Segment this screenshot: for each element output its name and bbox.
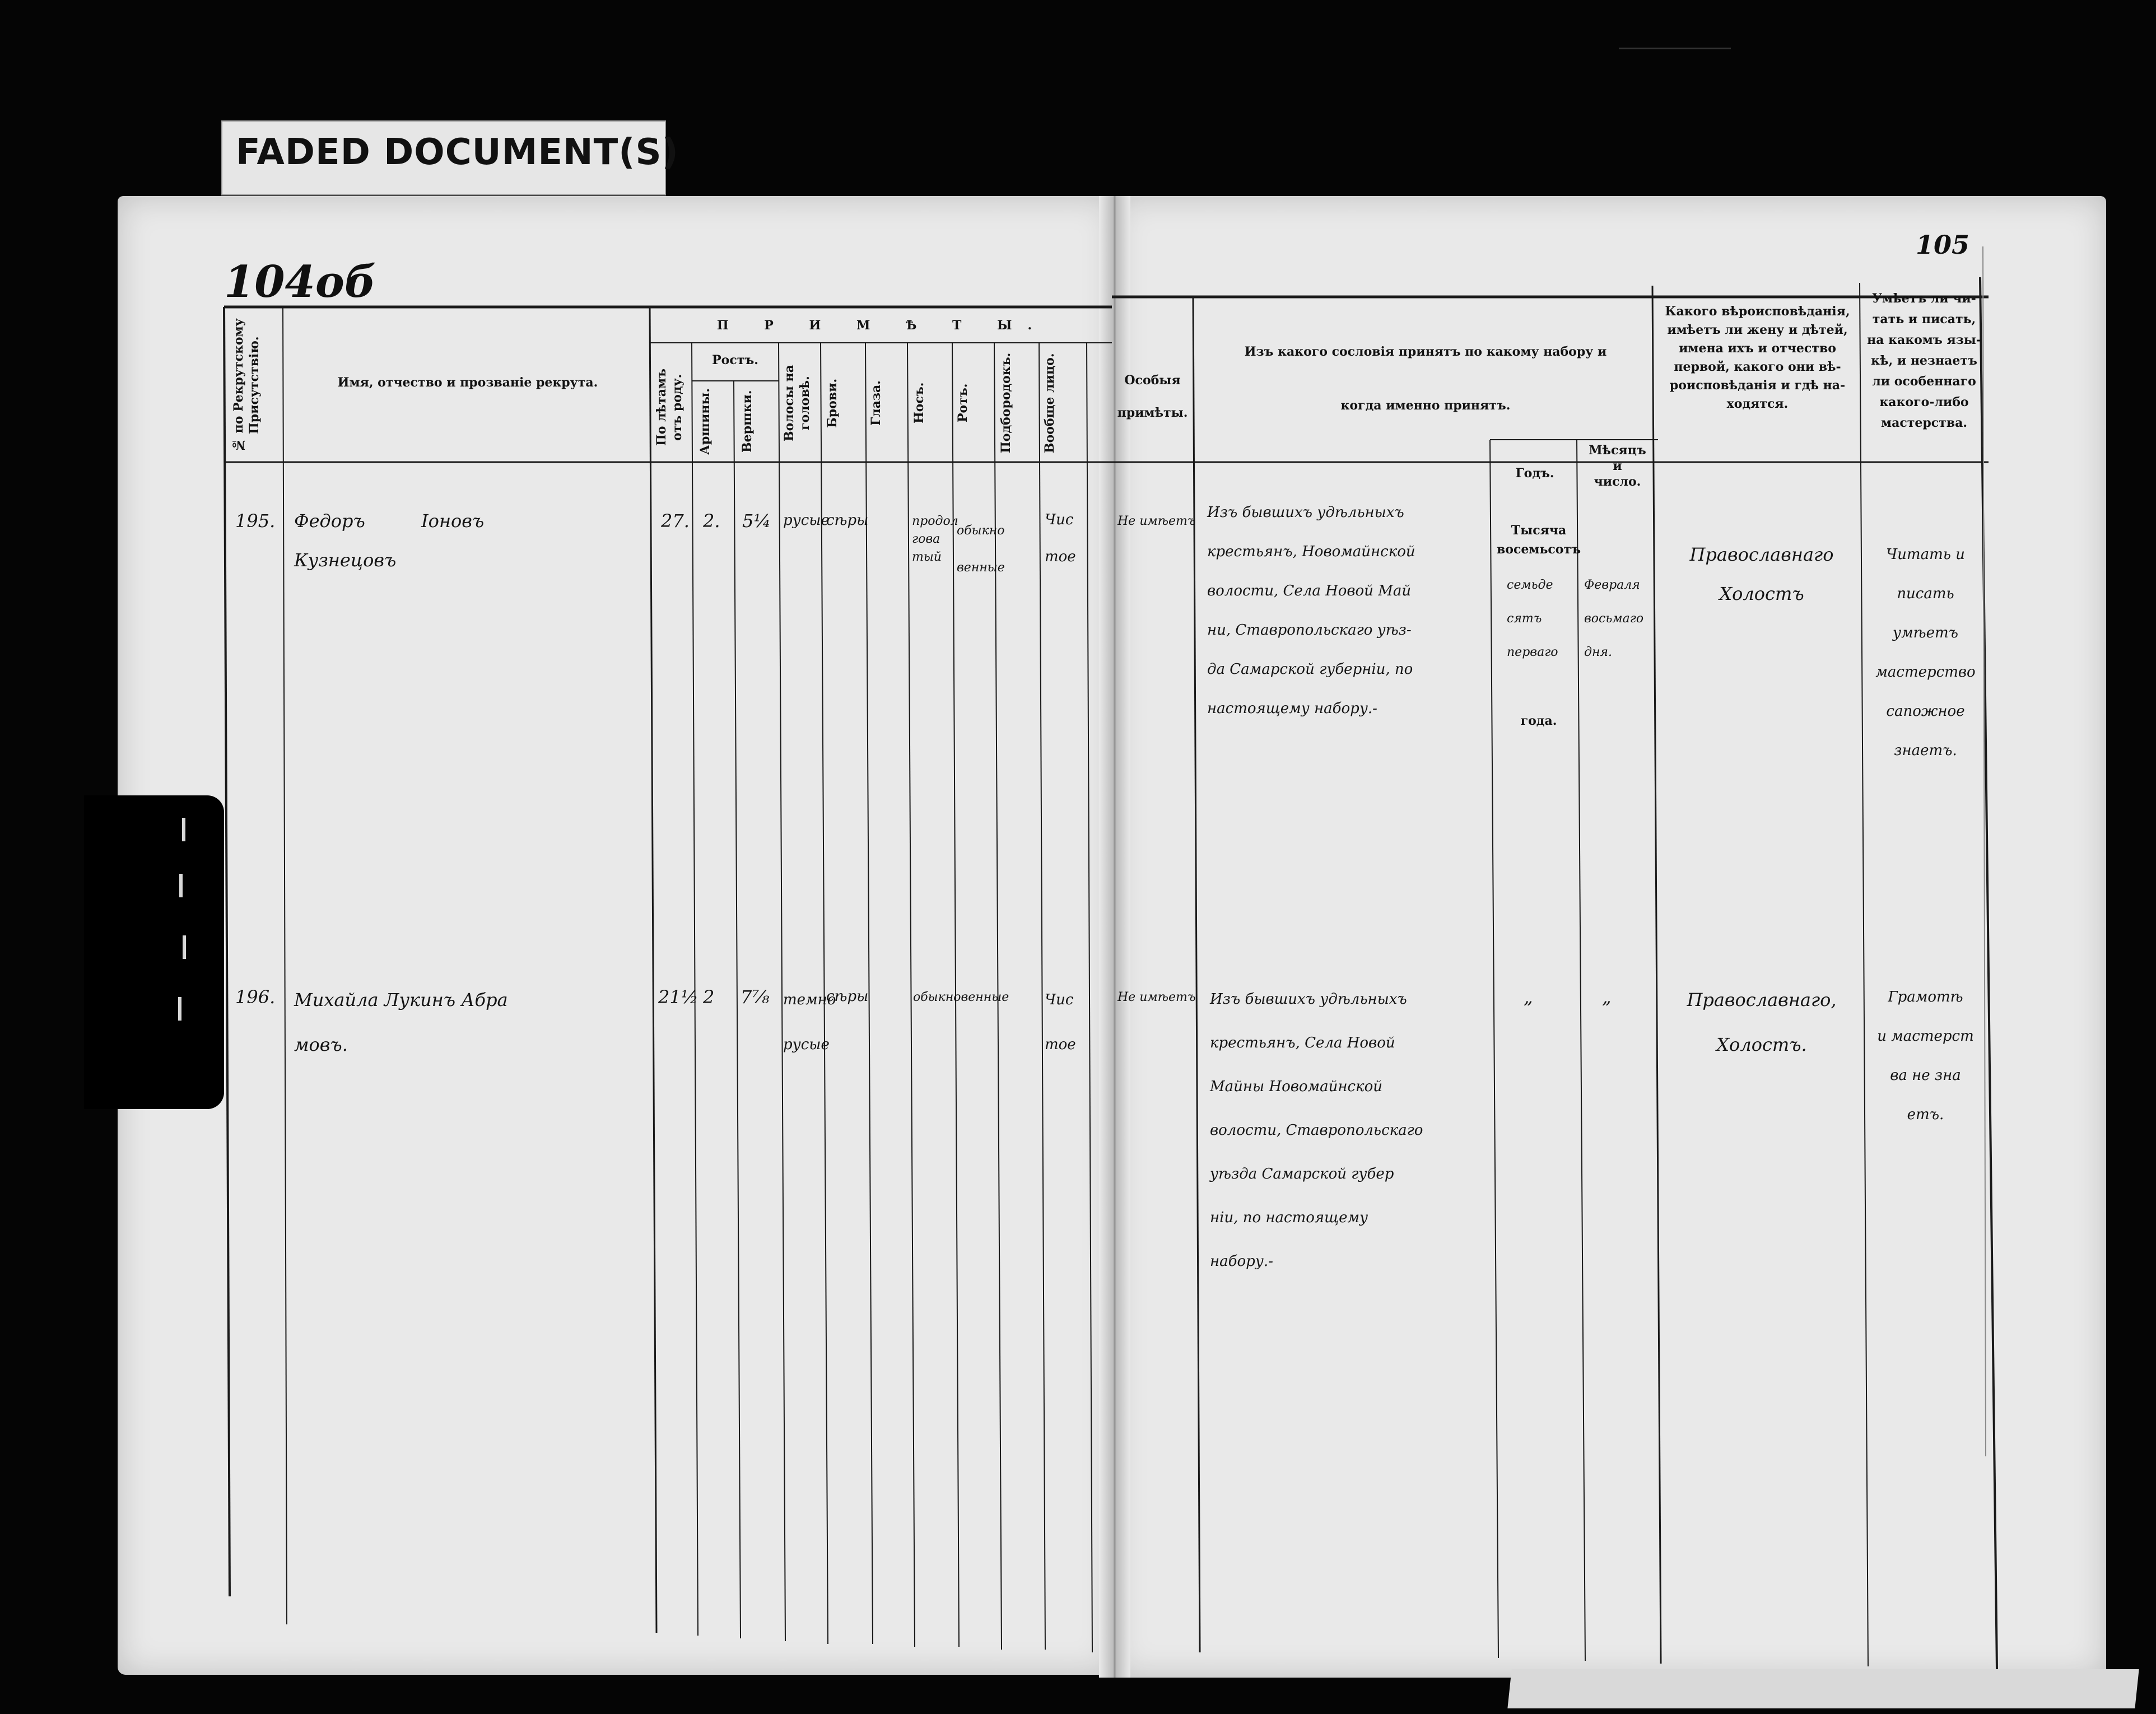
recruit-name: Михайла Лукинъ Абра мовъ. xyxy=(294,989,508,1055)
header-rost: Ростъ. xyxy=(712,353,758,367)
printed-year-bottom: года. xyxy=(1520,714,1557,728)
header-primety: П Р И М Ѣ Т Ы. xyxy=(716,318,1048,333)
row-number: 196. xyxy=(235,986,276,1008)
religion-value: Православнаго, Холостъ. xyxy=(1687,989,1837,1055)
header-volosy: Волосы на головѣ. xyxy=(782,365,812,441)
col-line xyxy=(734,381,741,1638)
col-line xyxy=(1087,343,1092,1652)
recruit-name: Федоръ Іоновъ Кузнецовъ xyxy=(294,510,485,571)
year-value: семьде сятъ перваго xyxy=(1507,578,1558,659)
special-marks-value: Не имѣетъ xyxy=(1117,990,1196,1004)
year-value: „ xyxy=(1524,986,1533,1008)
folio-number-right: 105 xyxy=(1916,230,1970,260)
header-nos: Носъ. xyxy=(912,382,926,424)
margin-line xyxy=(1983,246,1986,1456)
col-line xyxy=(1652,286,1661,1664)
col-line xyxy=(224,307,230,1596)
col-line xyxy=(1860,283,1868,1666)
face-value: Чис тое xyxy=(1045,511,1076,565)
face-value: Чис тое xyxy=(1045,991,1076,1053)
vershki-value: 5¼ xyxy=(742,510,771,532)
mouth-value: обыкно венные xyxy=(957,524,1005,575)
vershki-value: 7⅞ xyxy=(741,986,770,1008)
col-line xyxy=(650,307,656,1633)
header-brovi: Брови. xyxy=(825,378,840,428)
literacy-value: Грамотѣ и мастерст ва не зна етъ. xyxy=(1877,989,1974,1123)
header-vershki: Вершки. xyxy=(740,390,755,453)
special-marks-value: Не имѣетъ xyxy=(1117,514,1196,528)
nose-value: продол гова тый xyxy=(912,514,958,564)
printed-year-top: Тысяча восемьсотъ xyxy=(1497,523,1581,557)
hair-value: русые xyxy=(783,512,830,529)
header-osobye: Особыя примѣты. xyxy=(1117,373,1188,420)
header-gramota: Умѣетъ ли чи- тать и писать, на какомъ язы- кѣ, и незнаетъ ли особеннаго какого-либо мастерства. xyxy=(1867,291,1981,430)
literacy-value: Читать и писать умѣетъ мастерство сапожное знаетъ. xyxy=(1875,546,1976,759)
header-glaza: Глаза. xyxy=(869,380,883,426)
month-day-value: Февраля восьмаго дня. xyxy=(1584,578,1644,659)
brows-value: сѣры xyxy=(826,512,869,529)
hair-value: темно русые xyxy=(783,991,836,1053)
header-mesyats: Мѣсяцъ и число. xyxy=(1589,443,1646,489)
folio-number-left: 104об xyxy=(224,257,376,308)
nose-value: обыкновенные xyxy=(913,990,1009,1004)
estate-value: Изъ бывшихъ удѣльныхъ крестьянъ, Села Новой Майны Новомайнской волости, Ставропольскаго уѣзда Самарской губер ніи, по настоящему набору.- xyxy=(1210,991,1423,1270)
age-value: 21½ xyxy=(658,986,699,1008)
arshiny-value: 2 xyxy=(703,986,715,1008)
brows-value: сѣры xyxy=(826,988,869,1005)
age-value: 27. xyxy=(661,510,690,532)
religion-value: Православнаго Холостъ xyxy=(1689,544,1834,604)
arshiny-value: 2. xyxy=(703,510,720,532)
header-veroispovedanie: Какого вѣроисповѣданія, имѣетъ ли жену и дѣтей, имена ихъ и отчество первой, какого они вѣ- роисповѣданія и гдѣ на- ходятся. xyxy=(1665,304,1850,411)
row-number: 195. xyxy=(235,510,276,532)
estate-value: Изъ бывшихъ удѣльныхъ крестьянъ, Новомайнской волости, Села Новой Май ни, Ставропольскаго уѣз- да Самарской губерніи, по настоящему набору.- xyxy=(1207,504,1415,717)
header-soslovie: Изъ какого сословія принятъ по какому набору и когда именно принятъ. xyxy=(1244,344,1607,413)
header-age: По лѣтамъ отъ роду. xyxy=(654,369,684,446)
header-rot: Ротъ. xyxy=(956,383,970,423)
col-line xyxy=(1490,440,1498,1658)
header-podborodok: Подбородокъ. xyxy=(999,352,1013,454)
header-name: Имя, отчество и прозваніе рекрута. xyxy=(337,375,598,390)
faded-document-label-text: FADED DOCUMENT(S) xyxy=(236,132,679,173)
header-arshiny: Аршины. xyxy=(698,388,713,455)
col-line xyxy=(283,307,287,1624)
month-day-value: „ xyxy=(1602,986,1612,1008)
col-line xyxy=(1193,297,1200,1652)
col-line xyxy=(1980,277,1997,1669)
header-litso: Вообще лицо. xyxy=(1042,353,1057,453)
header-number: № по Рекрутскому Присутствію. xyxy=(231,318,262,452)
header-god: Годъ. xyxy=(1515,466,1554,481)
